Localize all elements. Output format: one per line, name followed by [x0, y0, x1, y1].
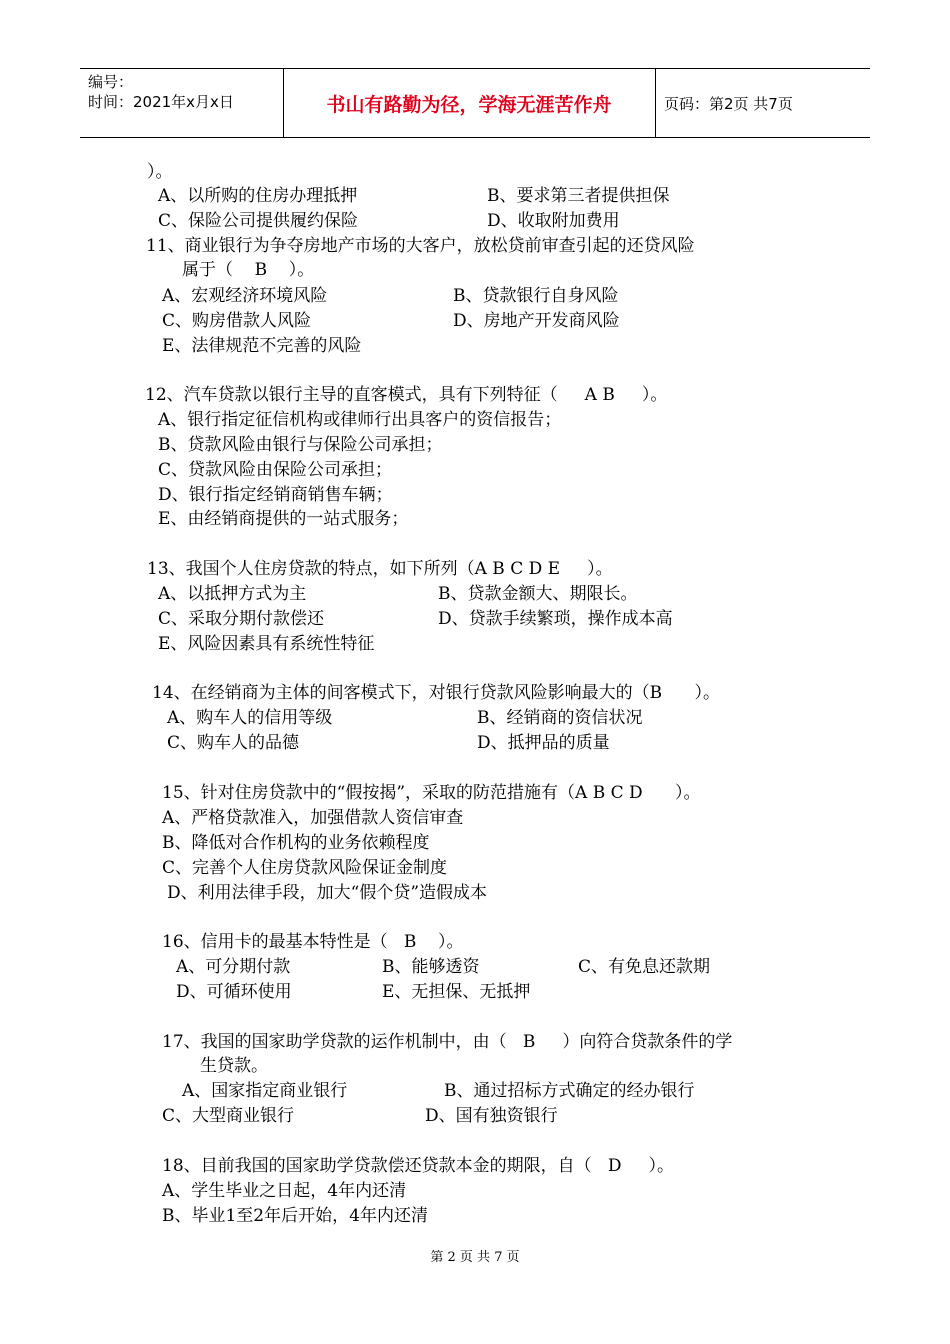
- question: 13、我国个人住房贷款的特点，如下所列（A B C D E ）。: [147, 559, 613, 579]
- option: E、法律规范不完善的风险: [162, 336, 362, 356]
- option: C、保险公司提供履约保险: [158, 211, 359, 231]
- option: C、贷款风险由保险公司承担；: [158, 460, 393, 480]
- option: A、以抵押方式为主: [158, 584, 307, 604]
- question-cont: 属于（ B ）。: [182, 260, 315, 280]
- option: B、能够透资: [382, 957, 480, 977]
- option: D、国有独资银行: [425, 1106, 558, 1126]
- option: D、贷款手续繁琐，操作成本高: [438, 609, 673, 629]
- option: C、购房借款人风险: [162, 311, 312, 331]
- option: B、毕业1至2年后开始，4年内还清: [162, 1206, 428, 1226]
- option: B、贷款风险由银行与保险公司承担；: [158, 435, 443, 455]
- option: B、通过招标方式确定的经办银行: [444, 1081, 695, 1101]
- option: C、大型商业银行: [162, 1106, 295, 1126]
- option: B、贷款金额大、期限长。: [438, 584, 638, 604]
- option: C、采取分期付款偿还: [158, 609, 325, 629]
- question: 17、我国的国家助学贷款的运作机制中，由（ B ）向符合贷款条件的学: [162, 1032, 733, 1052]
- option: E、风险因素具有系统性特征: [158, 634, 375, 654]
- question: 16、信用卡的最基本特性是（ B ）。: [162, 932, 464, 952]
- page-info: 页码：第2页 共7页: [664, 95, 793, 113]
- option: A、以所购的住房办理抵押: [158, 186, 358, 206]
- option: B、经销商的资信状况: [477, 708, 643, 728]
- question: 15、针对住房贷款中的“假按揭”，采取的防范措施有（A B C D ）。: [162, 783, 701, 803]
- option: C、购车人的品德: [167, 733, 300, 753]
- option: D、收取附加费用: [487, 211, 620, 231]
- page-footer: 第 2 页 共 7 页: [430, 1250, 520, 1265]
- text-line: ）。: [147, 162, 173, 182]
- page-header: [80, 68, 870, 138]
- option: D、房地产开发商风险: [453, 311, 620, 331]
- option: E、由经销商提供的一站式服务；: [158, 509, 409, 529]
- option: E、无担保、无抵押: [382, 982, 531, 1002]
- option: B、贷款银行自身风险: [453, 286, 619, 306]
- option: B、降低对合作机构的业务依赖程度: [162, 833, 430, 853]
- question: 18、目前我国的国家助学贷款偿还贷款本金的期限，自（ D ）。: [162, 1156, 674, 1176]
- option: A、购车人的信用等级: [167, 708, 333, 728]
- question-cont: 生贷款。: [200, 1056, 268, 1076]
- option: A、国家指定商业银行: [182, 1081, 348, 1101]
- option: D、银行指定经销商销售车辆；: [158, 485, 393, 505]
- option: A、学生毕业之日起，4年内还清: [162, 1181, 407, 1201]
- option: A、严格贷款准入，加强借款人资信审查: [162, 808, 464, 828]
- option: C、完善个人住房贷款风险保证金制度: [162, 858, 448, 878]
- option: A、银行指定征信机构或律师行出具客户的资信报告；: [158, 410, 562, 430]
- header-divider: [655, 69, 656, 137]
- option: B、要求第三者提供担保: [487, 186, 670, 206]
- header-motto: 书山有路勤为径，学海无涯苦作舟: [326, 93, 612, 116]
- option: D、可循环使用: [176, 982, 292, 1002]
- question: 12、汽车贷款以银行主导的直客模式，具有下列特征（ A B ）。: [145, 385, 668, 405]
- option: D、抵押品的质量: [477, 733, 610, 753]
- option: A、宏观经济环境风险: [162, 286, 328, 306]
- option: A、可分期付款: [176, 957, 291, 977]
- question: 14、在经销商为主体的间客模式下，对银行贷款风险影响最大的（B ）。: [152, 683, 721, 703]
- option: C、有免息还款期: [578, 957, 711, 977]
- doc-date: 时间：2021年x月x日: [88, 93, 234, 111]
- doc-number-label: 编号：: [88, 73, 134, 91]
- question: 11、商业银行为争夺房地产市场的大客户，放松贷前审查引起的还贷风险: [146, 236, 695, 256]
- option: D、利用法律手段，加大“假个贷”造假成本: [167, 883, 488, 903]
